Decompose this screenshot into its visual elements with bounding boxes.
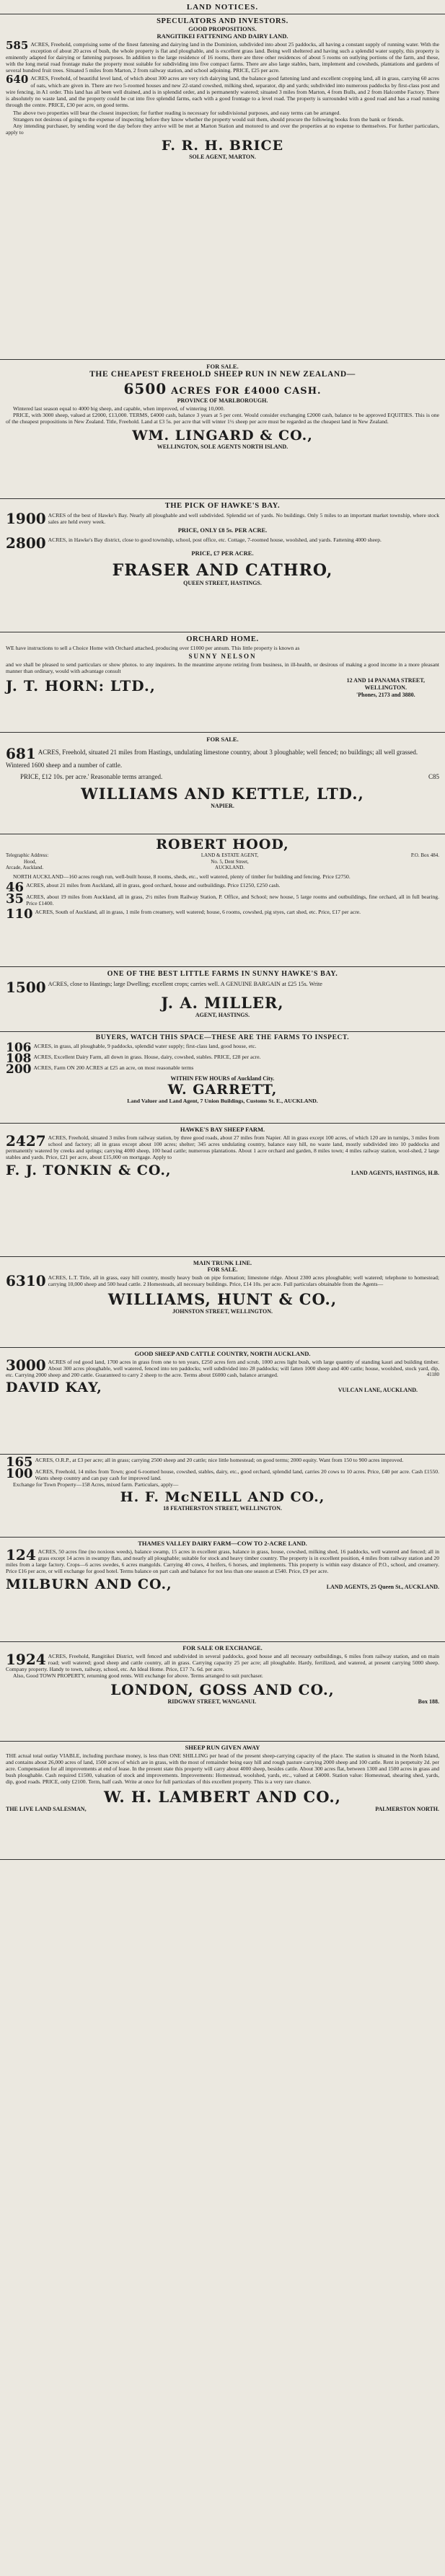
divider [0,1347,445,1348]
acreage-number: 6500 [123,380,167,397]
agent-name: LONDON, GOSS AND CO., [110,1681,335,1699]
address-line: Arcade, Auckland. [6,865,44,870]
listing-2427 [6,1134,439,1160]
headline-row [6,380,439,397]
agent-name: W. GARRETT, [167,1082,278,1098]
listing-text: ACRES, about 21 miles from Auckland, all in grass, good orchard, house and outbuildings. Price £1250, £250 cash. [26,881,281,888]
divider [0,1537,445,1538]
acreage-number: 640 [6,73,29,87]
listing-1500 [6,979,439,996]
address-line: WELLINGTON. [364,684,407,692]
paragraph: Also, Good TOWN PROPERTY, returning good rents. Will exchange for above. Terms arranged to suit purchaser. [13,1672,263,1680]
listing-text: ACRES, Excellent Dairy Farm, all down in grass. House, dairy, cowshed, stables. PRICE, £28 per acre. [33,1054,261,1060]
listing-108 [6,1051,439,1066]
within-label: WITHIN FEW HOURS of Auckland City. [170,1075,275,1082]
paragraph: and we shall be pleased to send particulars or show photos. to any inquirers. In the meantime anyone retiring from business, in ill-health, or desirous of making a good income in a more pleasant manner than ordinary, would with advantage consult [6,661,439,675]
listing-text: ACRES of the best of Hawke's Bay. Nearly all ploughable and well subdivided. Splendid set of yards. No buildings. Only 5 miles to an important market township, where stock sales are held every week. [48,512,439,526]
paragraph: Wintered last season equal to 4000 big sheep, and capable, when improved, of wintering 10,000. [13,405,225,412]
ad-title: SPECULATORS AND INVESTORS. [157,17,288,25]
ad-title: BUYERS, WATCH THIS SPACE—THESE ARE THE FARMS TO INSPECT. [95,1034,350,1041]
acreage-number: 200 [6,1062,32,1077]
ad-title: MAIN TRUNK LINE. [193,1259,252,1266]
acreage-number: 35 [6,891,25,907]
ad-subtitle: GOOD PROPOSITIONS. [188,25,257,32]
listing-124 [6,1548,439,1574]
ad-horn [6,635,439,699]
ad-lambert [6,1744,439,1812]
listing-640 [6,75,439,107]
agent-address: LAND AGENTS, HASTINGS, H.B. [351,1170,439,1177]
agent-address: LAND AGENTS, 25 Queen St., AUCKLAND. [326,1584,439,1591]
ad-fraser-cathro [6,502,439,586]
property-name: SUNNY NELSON [188,653,257,661]
acreage-number: 108 [6,1051,32,1066]
listing-681 [6,745,439,762]
agent-name: FRASER AND CATHRO, [112,561,333,581]
paragraph: PRICE, with 3000 sheep, valued at £2000, £13,000. TERMS, £4000 cash, balance 3 years at 5 per cent. Would consider exchanging £2000 cash, balance to be approved EQUITIES. This is one of the cheapest propositions in New Zealand. Title, Freehold. Land at £3 5s. per acre that will winter 1½ sheep per acre must be regarded as the cheapest land in New Zealand. [6,412,439,425]
acreage-number: 6310 [6,1272,46,1289]
ad-hood [6,837,439,920]
acreage-number: 3000 [6,1357,46,1374]
acreage-number: 2427 [6,1132,46,1150]
headline-text: ACRES FOR £4000 CASH. [171,386,322,397]
agent-address: JOHNSTON STREET, WELLINGTON. [172,1308,273,1315]
ad-mcneill [6,1457,439,1512]
listing-6310 [6,1274,439,1287]
agent-name: ROBERT HOOD, [156,837,289,852]
divider [0,1454,445,1455]
paragraph: Exchange for Town Property—158 Acres, mixed farm. Particulars, apply— [13,1481,179,1488]
listing-100 [6,1468,439,1481]
acreage-number: 165 [6,1455,33,1470]
listing-1900 [6,512,439,525]
divider [0,966,445,967]
agent-name: F. R. H. BRICE [161,138,284,154]
price-row [6,773,439,780]
agent-address [347,677,439,699]
agent-row [6,1163,439,1178]
agent-address: AGENT, HASTINGS. [195,1012,250,1018]
address-line: No. 5, Dent Street, [211,858,249,865]
agent-address: SOLE AGENT, MARTON. [189,154,256,161]
address-row [6,852,439,871]
divider [0,732,445,733]
listing-165 [6,1455,439,1470]
ad-title: THE PICK OF HAWKE'S BAY. [164,502,281,510]
agent-name: H. F. McNEILL AND CO., [120,1489,325,1506]
ad-miller [6,970,439,1018]
paragraph: Wintered 1600 sheep and a number of cattle. [6,762,123,769]
agent-row [6,1576,439,1592]
telegraphic-address [6,852,48,871]
price-label: PRICE, £12 10s. per acre.' Reasonable terms arranged. [20,773,163,780]
agent-name: WM. LINGARD & CO., [132,428,313,444]
agent-name: WILLIAMS, HUNT & CO., [107,1290,338,1309]
acreage-number: 106 [6,1041,32,1055]
acreage-number: 46 [6,879,25,895]
phone-line: 'Phones, 2173 and 3880. [356,692,415,699]
agent-address: WELLINGTON, SOLE AGENTS NORTH ISLAND. [157,444,288,451]
ad-milburn [6,1540,439,1592]
listing-text: ACRES, O.R.P., at £3 per acre; all in grass; carrying 2500 sheep and 20 cattle; nice little homestead; on good terms; 2000 equity. Want from 150 to 900 acres improved. [35,1457,404,1463]
divider [0,1641,445,1642]
divider [0,1741,445,1742]
agent-address: RIDGWAY STREET, WANGANUI. [167,1698,257,1706]
divider [0,1859,445,1860]
listing-text: ACRES, Freehold, situated 3 miles from railway station, by three good roads, about 27 miles from Napier. All in grass except 100 acres, of which 120 are in turnips, 3 miles from school and factory; all in grass except about 100 acres; shelter; 345 acres undulating country, balance easy hill, no waste land, mostly subdivided into 10 paddocks and permanently watered by creeks and springs; carrying 4000 sheep, 100 head cattle; numerous plantations. About 1 acre orchard and garden, 8 miles town; 4 miles railway station, wool-shed, 2 large stables and yards. Price, £21 per acre, about £15,000 on mortgage. Apply to [6,1134,439,1161]
ad-code: 41180 [426,1372,439,1378]
address-line: Telegraphic Address: [6,852,49,858]
divider [0,1031,445,1032]
acreage-number: 100 [6,1466,33,1481]
agent-name: J. T. HORN: LTD., [6,677,156,695]
ad-london-goss [6,1644,439,1705]
ad-lingard [6,363,439,450]
agent-address: NAPIER. [211,803,234,809]
price-label: PRICE, ONLY £8 5s. PER ACRE. [177,526,268,534]
agent-tagline: THE LIVE LAND SALESMAN, [6,1806,87,1813]
paragraph: THE actual total outlay VIABLE, including purchase money, is less than ONE SHILLING per head of the present sheep-carrying capacity of the place. The station is situated in the North Island, and contains about 26,000 acres of land, 1500 acres of which are in grass, with the most of remainder being easy hill and rough pasture carrying 2000 sheep and 100 cattle. Rent in perpetuity 2d. per acre. Compensation for all improvements at end of lease. In the present state this property will carry about 4000 sheep, besides cattle. About 300 acres flat, between 1300 and 1500 acres in grass and bush ploughable. Cash required £1500, valuation of stock and improvements. Improvements: Homestead, woolshed, yards, etc., valued at £4000. Station value: Homestead, shearing shed, yards, dip, good roads. PRICE, only £2100. Term, half cash. Write at once for full particulars of this excellent property. This is a very rare chance. [6,1752,439,1786]
divider [0,498,445,499]
listing-text: ACRES, in grass, all ploughable, 9 paddocks, splendid water supply; first-class land, good house, etc. [33,1043,257,1049]
ad-title: THAMES VALLEY DAIRY FARM—COW TO 2-ACRE LAND. [138,1540,307,1547]
for-sale-label: FOR SALE. [206,736,239,743]
agent-address: VULCAN LANE, AUCKLAND. [338,1387,418,1394]
province-label: PROVINCE OF MARLBOROUGH. [177,397,268,404]
listing-585 [6,41,439,74]
ad-title: HAWKE'S BAY SHEEP FARM. [180,1126,265,1133]
agent-address: QUEEN STREET, HASTINGS. [183,580,262,587]
address-line: LAND & ESTATE AGENT, [201,852,259,858]
po-box: P.O. Box 484. [410,852,439,858]
address-line: 12 AND 14 PANAMA STREET, [346,677,425,684]
divider [0,359,445,360]
agent-row [6,1380,439,1395]
paragraph: Any intending purchaser, by sending word the day before they arrive will be met at Marton Station and motored to and over the properties at no expense to themselves. For further particulars, apply to [6,123,439,136]
ad-title: FOR SALE OR EXCHANGE. [182,1644,263,1651]
price-label: PRICE, £7 PER ACRE. [191,550,254,557]
ad-title: THE CHEAPEST FREEHOLD SHEEP RUN IN NEW ZEALAND— [89,370,356,379]
listing-200 [6,1062,439,1077]
agent-name: W. H. LAMBERT AND CO., [104,1788,341,1807]
agent-name: MILBURN AND CO., [6,1576,172,1593]
acreage-number: 110 [6,906,33,922]
listing-text: ACRES, Freehold, 14 miles from Town; good 6-roomed house, cowshed, stables, dairy, etc., good orchard, splendid land, carries 20 cows to 10 acres. Price, £40 per acre. Cash £1550. Wants sheep country and can pay cash for improved land. [35,1468,439,1482]
listing-text: ACRES, Freehold, of beautiful level land, of which about 300 acres are very rich dairying land, the balance good fattening land and excellent cropping land, all in grass, carrying 60 acres of oats, which are given in. There are two 5-roomed houses and new 22-stand cowshed, milking shed, separator, dip and yards; subdivided into numerous paddocks by first-class post and wire fencing, in A1 order. This land has all been well drained, and is in splendid order, and is permanently watered; situated 3 miles from Marton, 4 from Bulls, and 2 from Halcombe Factory. There is absolutely no waste land, and the property could be cut into five splendid farms, each with a good frontage to a level road. The property is surrounded with a good road and has a road running through the centre. PRICE, £30 per acre, on good terms. [6,75,439,108]
for-sale-label: FOR SALE. [207,1266,238,1273]
ad-kay [6,1350,439,1395]
address-row [6,1806,439,1812]
ad-title: ORCHARD HOME. [186,635,259,643]
agent-name: J. A. MILLER, [161,994,284,1012]
paragraph: The above two properties will bear the closest inspection; for further reading is necessary for subdivisional purposes, and easy terms can be arranged. [13,109,341,116]
acreage-number: 124 [6,1546,36,1563]
ad-williams-hunt [6,1259,439,1315]
listing-text: ACRES of red good land, 1700 acres in grass from one to ten years, £250 acres fern and scrub, 1000 acres light bush, with large quantity of standing kauri and building timber. About 300 acres ploughable, well watered, fenced into ten paddocks; well subdivided into 28 paddocks; will fatten 1000 sheep and 400 cattle; house, woolshed, stock yard, dip, etc. Carrying 2000 sheep and 200 cattle. Guaranteed to carry 2 sheep to the acre. Terms about £6000 cash, balance arranged. [6,1359,439,1379]
office-address [201,852,258,871]
paragraph: Strangers not desirous of going to the expense of inspecting before they know whether the property would suit them, should procure the following books from the bank or friends. [13,116,404,123]
for-sale-label: FOR SALE. [206,363,239,370]
acreage-number: 1900 [6,510,46,527]
ad-title: GOOD SHEEP AND CATTLE COUNTRY, NORTH AUCKLAND. [134,1350,311,1357]
paragraph: WE have instructions to sell a Choice Home with Orchard attached, producing over £1000 per annum. This little property is known as [6,645,300,651]
address-line: Hood, [24,858,37,865]
listing-106 [6,1041,439,1055]
listing-3000 [6,1359,439,1378]
agent-name: DAVID KAY, [6,1380,102,1396]
listing-35 [6,891,439,907]
address-line: AUCKLAND. [215,865,245,870]
acreage-number: 681 [6,745,36,762]
agent-name: F. J. TONKIN & CO., [6,1163,172,1179]
ad-tonkin [6,1126,439,1178]
listing-2800 [6,534,439,552]
divider [0,1256,445,1257]
ad-title: SHEEP RUN GIVEN AWAY [185,1744,260,1751]
listing-text: ACRES, Freehold, situated 21 miles from Hastings, undulating limestone country, about 3 ploughable; well fenced; no buildings; all well grassed. [38,749,418,756]
ad-williams-kettle [6,736,439,809]
listing-46 [6,879,439,895]
acreage-number: 2800 [6,534,46,552]
listing-110 [6,906,439,922]
ad-title: ONE OF THE BEST LITTLE FARMS IN SUNNY HAWKE'S BAY. [107,970,338,978]
listing-text: ACRES, close to Hastings; large Dwelling; excellent crops; carries well. A GENUINE BARGAIN at £25 15s. Write [48,981,322,987]
address-row [6,1698,439,1705]
ad-brice [6,17,439,160]
listing-text: ACRES, Freehold, Rangitikei District, well fenced and subdivided in several paddocks, good house and all necessary outbuildings, 6 miles from railway station, and on main road; well watered; good sheep and cattle country, all in grass. Carrying capacity 25 per acre; all ploughable. Hardy, fertilized, and watered, at present carrying 5000 sheep. Company property. Handy to town, railway, school, etc. An Ideal Home. Price, £17 7s. 6d. per acre. [6,1653,439,1673]
listing-text: ACRES, Farm ON 200 ACRES at £25 an acre, on most reasonable terms [33,1064,194,1071]
po-box: Box 188. [418,1698,439,1706]
acreage-number: 1500 [6,979,46,996]
agent-address: PALMERSTON NORTH. [375,1806,439,1813]
listing-text: ACRES, L.T. Title, all in grass, easy hill country, mostly heavy bush on pipe formation; limestone ridge. About 2300 acres ploughable; well watered; telephone to homestead; carrying 10,000 sheep and 500 head cattle. 2 Homesteads, all necessary buildings. Price, £14 10s. per acre. Full particulars obtainable from the Agents— [48,1274,439,1288]
listing-north-auckland: NORTH AUCKLAND—160 acres rough run, well-built house, 8 rooms, sheds, etc., well watered, plenty of timber for building and fencing. Price £2750. [13,873,351,880]
listing-text: ACRES, 50 acres fine (no noxious weeds), balance swamp, 15 acres in excellent grass, balance in grass, house, cowshed, milking shed, 16 paddocks, well watered and fenced; all in grass except 14 acres in swampy flats, and nearly all ploughable; suitable for stock and heavy timber country. The property is in excellent position, 4 miles from railway station and 20 miles from a large factory. Crops—6 acres swedes, 6 acres mangolds. Carrying 40 cows, 4 heifers, 6 horses, and implements. This property is within easy distance of P.O., school, and creamery. Price £16 per acre, or will exchange for good hotel. Terms balance on part cash and balance for not less than one season at £540. Price, £9 per acre. [6,1548,439,1575]
page-header: LAND NOTICES. [186,3,259,12]
ad-garrett [6,1034,439,1104]
agent-name: WILLIAMS AND KETTLE, LTD., [81,785,364,803]
acreage-number: 585 [6,39,29,52]
agent-row [6,677,439,699]
divider [0,1123,445,1124]
listing-text: ACRES, South of Auckland, all in grass, 1 mile from creamery, well watered; house, 6 rooms, cowshed, pig styes, cart shed, etc. Price, £17 per acre. [35,908,361,915]
listing-text: ACRES, about 19 miles from Auckland, all in grass, 2½ miles from Railway Station, P. Office, and School; new house, 5 large rooms and outbuildings, fine orchard, all in full bearing. Price £1400. [26,893,439,907]
acreage-number: 1924 [6,1651,46,1668]
listing-text: ACRES, Freehold, comprising some of the finest fattening and dairying land in the Dominion, subdivided into about 25 paddocks, all having a constant supply of running water. With the exception of about 20 acres of bush, the whole property is flat and ploughable, and is excellent grass land. Being well sheltered and having such a splendid water supply, this property is eminently adapted for dairying or fattening purposes. In addition to the large residence of 16 rooms, there are three other residences of about 5 rooms on outlying portions of the farm, and these, with the long metal road frontage make the property most suitable for subdividing into five compact farms. There are also large stables, barn, implement and cowsheds, plantations and gardens of several hundred fruit trees. Situated 5 miles from Marton, 2 from railway station, and school adjoining. PRICE, £25 per acre. [6,41,439,74]
agent-address: 18 FEATHERSTON STREET, WELLINGTON. [163,1505,282,1512]
agent-address: Land Valuer and Land Agent, 7 Union Buildings, Customs St. E., AUCKLAND. [127,1098,318,1104]
ad-code: C85 [428,773,439,780]
listing-1924 [6,1653,439,1672]
listing-text: ACRES, in Hawke's Bay district, close to good township, school, post office, etc. Cottage, 7-roomed house, woolshed, and yards. Fattening 4000 sheep. [48,537,382,544]
ad-subtitle-2: RANGITIKEI FATTENING AND DAIRY LAND. [157,32,288,40]
